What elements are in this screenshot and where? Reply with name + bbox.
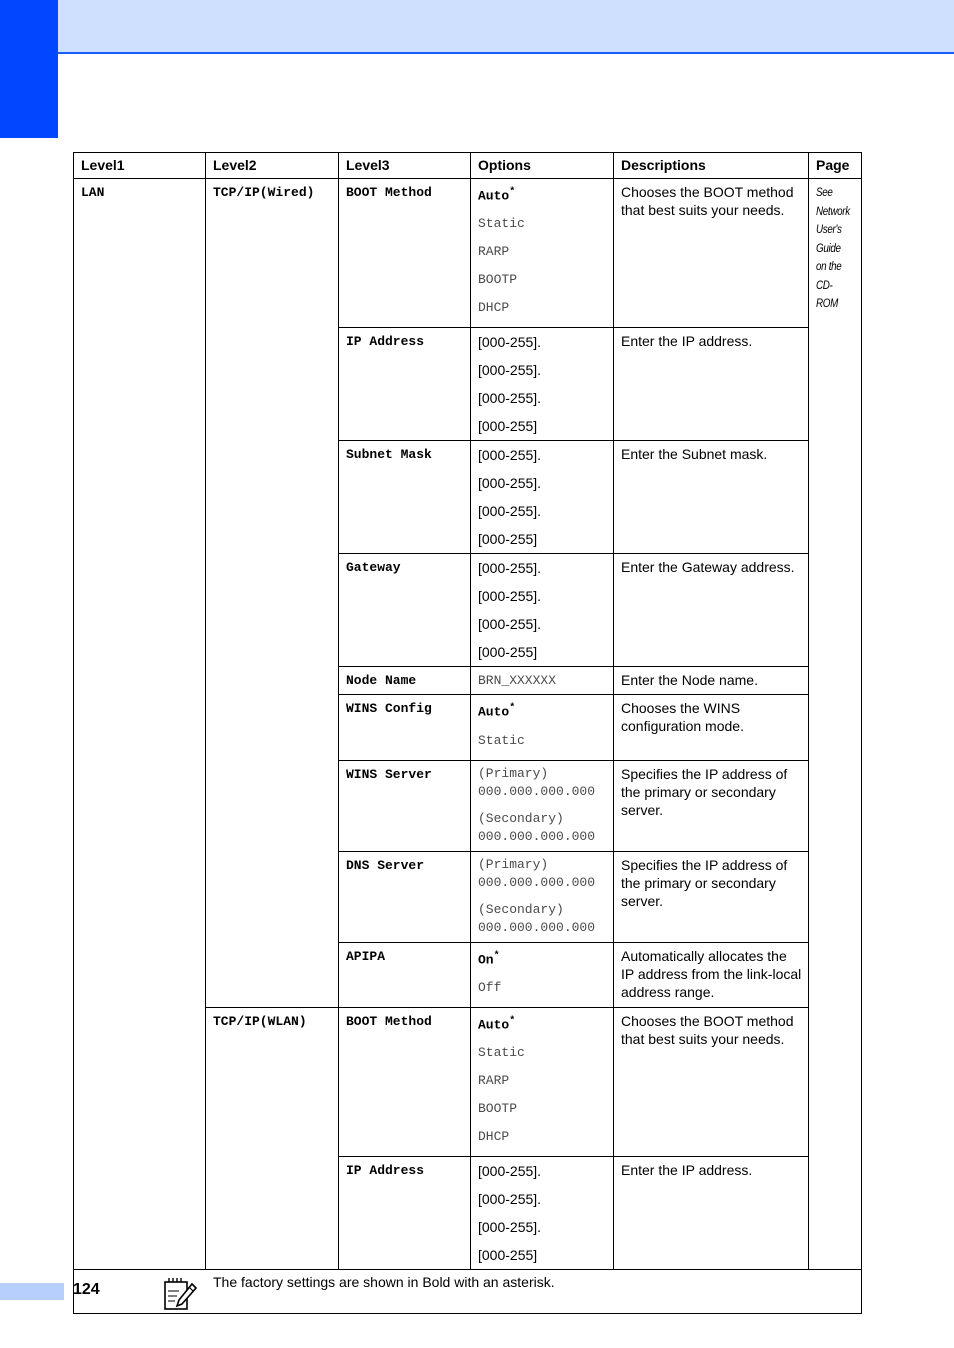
ip-octet: [000-255]. bbox=[478, 362, 542, 379]
level3-dns-server: DNS Server bbox=[346, 857, 425, 873]
header-level2: Level2 bbox=[206, 153, 339, 179]
ip-octet: [000-255]. bbox=[478, 503, 542, 520]
option: RARP bbox=[478, 1073, 510, 1089]
option: Static bbox=[478, 216, 525, 232]
table-header-row bbox=[74, 153, 862, 179]
secondary-label: (Secondary) bbox=[478, 901, 564, 917]
page-cell bbox=[809, 179, 862, 1270]
primary-address: 000.000.000.000 bbox=[478, 783, 596, 799]
page-reference: See Network User's Guide on the CD- ROM bbox=[816, 185, 850, 310]
level3-boot-method: BOOT Method bbox=[346, 1013, 432, 1029]
header-level1: Level1 bbox=[74, 153, 206, 179]
level3-wins-server: WINS Server bbox=[346, 766, 432, 782]
options-cell bbox=[471, 328, 614, 441]
ip-octet: [000-255] bbox=[478, 644, 538, 661]
description: Enter the Subnet mask. bbox=[614, 441, 809, 554]
options-cell bbox=[471, 441, 614, 554]
level3-cell bbox=[339, 695, 471, 760]
page-number-bar bbox=[0, 1283, 64, 1300]
level3-cell bbox=[339, 1007, 471, 1156]
options-cell bbox=[471, 695, 614, 760]
ip-octet: [000-255]. bbox=[478, 616, 542, 633]
level2-cell bbox=[206, 179, 339, 1008]
level3-cell bbox=[339, 942, 471, 1007]
option-default: Auto* bbox=[478, 187, 516, 204]
level3-cell bbox=[339, 760, 471, 851]
ip-octet: [000-255]. bbox=[478, 560, 542, 577]
chapter-tab bbox=[0, 0, 58, 138]
secondary-address: 000.000.000.000 bbox=[478, 919, 596, 935]
options-cell bbox=[471, 1157, 614, 1270]
ip-octet: [000-255]. bbox=[478, 1191, 542, 1208]
level3-ip-address: IP Address bbox=[346, 334, 425, 350]
level3-ip-address: IP Address bbox=[346, 1163, 425, 1179]
level1-lan: LAN bbox=[81, 185, 105, 200]
option-default: On* bbox=[478, 950, 500, 967]
ip-octet: [000-255]. bbox=[478, 1219, 542, 1236]
description: Chooses the BOOT method that best suits your needs. bbox=[614, 1007, 809, 1156]
page-number: 124 bbox=[73, 1281, 100, 1298]
primary-label: (Primary) bbox=[478, 856, 549, 872]
description: Chooses the WINS configuration mode. bbox=[614, 695, 809, 760]
options-cell bbox=[471, 942, 614, 1007]
ip-octet: [000-255] bbox=[478, 418, 538, 435]
note-cell bbox=[74, 1270, 862, 1314]
level3-cell bbox=[339, 441, 471, 554]
level3-apipa: APIPA bbox=[346, 948, 386, 964]
level3-cell bbox=[339, 667, 471, 695]
options-cell bbox=[471, 667, 614, 695]
ip-octet: [000-255]. bbox=[478, 447, 542, 464]
ip-octet: [000-255]. bbox=[478, 390, 542, 407]
description: Enter the IP address. bbox=[614, 328, 809, 441]
header-options: Options bbox=[471, 153, 614, 179]
description: Specifies the IP address of the primary or secondary server. bbox=[614, 760, 809, 851]
ip-octet: [000-255]. bbox=[478, 588, 542, 605]
option: Static bbox=[478, 1045, 525, 1061]
options-cell bbox=[471, 1007, 614, 1156]
option: Static bbox=[478, 732, 525, 748]
secondary-address: 000.000.000.000 bbox=[478, 828, 596, 844]
level3-cell bbox=[339, 1157, 471, 1270]
options-cell bbox=[471, 554, 614, 667]
note-text: The factory settings are shown in Bold with an asterisk. bbox=[213, 1274, 555, 1291]
ip-octet: [000-255]. bbox=[478, 1163, 542, 1180]
primary-address: 000.000.000.000 bbox=[478, 874, 596, 890]
option-default: Auto* bbox=[478, 703, 516, 720]
level1-cell bbox=[74, 179, 206, 1270]
secondary-label: (Secondary) bbox=[478, 810, 564, 826]
table-row bbox=[74, 179, 862, 328]
option: DHCP bbox=[478, 1129, 510, 1145]
header-page: Page bbox=[809, 153, 862, 179]
description: Enter the Node name. bbox=[614, 667, 809, 695]
level2-tcpip-wired: TCP/IP(Wired) bbox=[213, 185, 315, 200]
option: RARP bbox=[478, 244, 510, 260]
header-band bbox=[58, 0, 954, 54]
ip-octet: [000-255] bbox=[478, 1247, 538, 1264]
primary-label: (Primary) bbox=[478, 765, 549, 781]
note-pencil-icon bbox=[163, 1277, 197, 1311]
level3-subnet-mask: Subnet Mask bbox=[346, 447, 432, 463]
description: Specifies the IP address of the primary or secondary server. bbox=[614, 851, 809, 942]
options-cell bbox=[471, 851, 614, 942]
menu-table bbox=[73, 152, 862, 1314]
level3-gateway: Gateway bbox=[346, 560, 401, 576]
option: DHCP bbox=[478, 300, 510, 316]
header-level3: Level3 bbox=[339, 153, 471, 179]
level3-cell bbox=[339, 554, 471, 667]
level2-cell bbox=[206, 1007, 339, 1269]
ip-octet: [000-255]. bbox=[478, 334, 542, 351]
option: BOOTP bbox=[478, 272, 518, 288]
description: Enter the Gateway address. bbox=[614, 554, 809, 667]
options-cell bbox=[471, 179, 614, 328]
description: Enter the IP address. bbox=[614, 1157, 809, 1270]
level2-tcpip-wlan: TCP/IP(WLAN) bbox=[213, 1013, 307, 1029]
level3-node-name: Node Name bbox=[346, 673, 417, 689]
description: Chooses the BOOT method that best suits your needs. bbox=[614, 179, 809, 328]
level3-cell bbox=[339, 328, 471, 441]
option-default: Auto* bbox=[478, 1015, 516, 1033]
option: BOOTP bbox=[478, 1101, 518, 1117]
options-cell bbox=[471, 760, 614, 851]
description: Automatically allocates the IP address from the link-local address range. bbox=[614, 942, 809, 1007]
ip-octet: [000-255] bbox=[478, 531, 538, 548]
option: Off bbox=[478, 979, 502, 995]
ip-octet: [000-255]. bbox=[478, 475, 542, 492]
header-descriptions: Descriptions bbox=[614, 153, 809, 179]
level3-boot-method: BOOT Method bbox=[346, 185, 432, 200]
note-row bbox=[74, 1270, 862, 1314]
level3-cell bbox=[339, 179, 471, 328]
level3-wins-config: WINS Config bbox=[346, 701, 432, 717]
level3-cell bbox=[339, 851, 471, 942]
node-name-value: BRN_XXXXXX bbox=[478, 673, 557, 689]
